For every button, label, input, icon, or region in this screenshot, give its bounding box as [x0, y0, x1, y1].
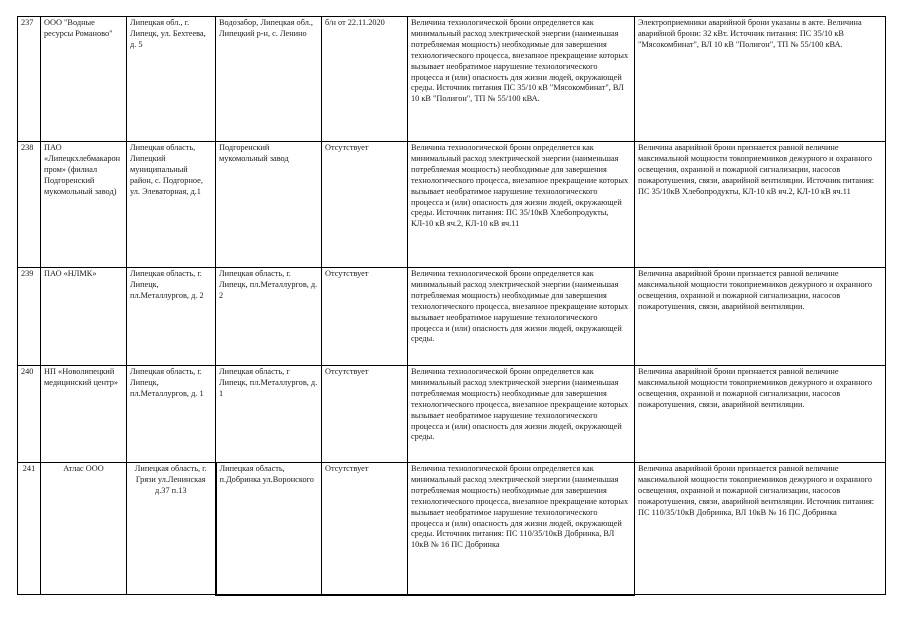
act-cell: Отсутствует — [322, 268, 408, 366]
address-cell: Липецкая область, г. Грязи ул.Ленинская д.37 п.13 — [127, 463, 216, 595]
object-cell: Липецкая область, г Липецк, пл.Металлургов, д. 1 — [216, 366, 322, 463]
table-row — [18, 268, 886, 366]
row-number: 237 — [18, 17, 41, 142]
organization-cell: ПАО «НЛМК» — [41, 268, 127, 366]
emergency-reserve-table — [17, 16, 886, 596]
row-number: 241 — [18, 463, 41, 595]
organization-cell: НП «Новолипецкий медицинский центр» — [41, 366, 127, 463]
object-cell: Липецкая область, г. Липецк, пл.Металлургов, д. 2 — [216, 268, 322, 366]
address-cell: Липецкая область, г. Липецк, пл.Металлургов, д. 2 — [127, 268, 216, 366]
act-cell: Отсутствует — [322, 463, 408, 595]
act-cell: б/н от 22.11.2020 — [322, 17, 408, 142]
table-row — [18, 142, 886, 268]
tech-reserve-cell: Величина технологической брони определяется как минимальный расход электрической энергии (наименьшая потребляемая мощность) необходимые для завершения технологического процесса, внезапное прекращение которых вызывает необратимое нарушение технологического процесса и (или) опасность для жизни людей, окружающей среды. Источник питания: ПС 35/10кВ Хлебопродукты, КЛ-10 кВ яч.2, КЛ-10 кВ яч.11 — [408, 142, 635, 268]
emergency-reserve-cell: Электроприемники аварийной брони указаны в акте. Величина аварийной брони: 32 кВт. Источник питания: ПС 35/10 кВ "Мясокомбинат", ВЛ 10 кВ "Полигон", ТП № 55/100 кВА. — [635, 17, 886, 142]
emergency-reserve-cell: Величина аварийной брони признается равной величине максимальной мощности токоприемников дежурного и охранного освещения, охранной и пожарной сигнализации, насосов пожаротушения, связи, аварийной вентиляции. — [635, 366, 886, 463]
act-cell: Отсутствует — [322, 366, 408, 463]
tech-reserve-cell: Величина технологической брони определяется как минимальный расход электрической энергии (наименьшая потребляемая мощность) необходимые для завершения технологического процесса, внезапное прекращение которых вызывает необратимое нарушение технологического процесса и (или) опасность для жизни людей, окружающей среды. Источник питания: ПС 110/35/10кВ Добринка, ВЛ 10кВ № 16 ПС Добринка — [408, 463, 635, 595]
organization-cell: Атлас ООО — [41, 463, 127, 595]
table-row — [18, 366, 886, 463]
emergency-reserve-cell: Величина аварийной брони признается равной величине максимальной мощности токоприемников дежурного и охранного освещения, охранной и пожарной сигнализации, насосов пожаротушения, связи, аварийной вентиляции. Источник питания: ПС 110/35/10кВ Добринка, ВЛ 10кВ № 16 ПС Добринка — [635, 463, 886, 595]
organization-cell: ООО "Водные ресурсы Романово" — [41, 17, 127, 142]
address-cell: Липецкая обл., г. Липецк, ул. Бехтеева, д. 5 — [127, 17, 216, 142]
organization-cell: ПАО «Липецкхлебмакаронпром» (филиал Подгоренский мукомольный завод) — [41, 142, 127, 268]
emergency-reserve-cell: Величина аварийной брони признается равной величине максимальной мощности токоприемников дежурного и охранного освещения, охранной и пожарной сигнализации, насосов пожаротушения, связи, аварийной вентиляции. Источник питания: ПС 35/10кВ Хлебопродукты, КЛ-10 кВ яч.2, КЛ-10 кВ яч.11 — [635, 142, 886, 268]
tech-reserve-cell: Величина технологической брони определяется как минимальный расход электрической энергии (наименьшая потребляемая мощность) необходимые для завершения технологического процесса, внезапное прекращение которых вызывает необратимое нарушение технологического процесса и (или) опасность для жизни людей, окружающей среды. — [408, 366, 635, 463]
object-cell: Водозабор, Липецкая обл., Липецкий р-н, с. Ленино — [216, 17, 322, 142]
object-cell: Липецкая область, п.Добринка ул.Воронского — [216, 463, 322, 595]
tech-reserve-cell: Величина технологической брони определяется как минимальный расход электрической энергии (наименьшая потребляемая мощность) необходимые для завершения технологического процесса, внезапное прекращение которых вызывает необратимое нарушение технологического процесса и (или) опасность для жизни людей, окружающей среды. — [408, 268, 635, 366]
tech-reserve-cell: Величина технологической брони определяется как минимальный расход электрической энергии (наименьшая потребляемая мощность) необходимые для завершения технологического процесса, внезапное прекращение которых вызывает необратимое нарушение технологического процесса и (или) опасность для жизни людей, окружающей среды. Источник питания ПС 35/10 кВ "Мясокомбинат", ВЛ 10 кВ "Полигон", ТП № 55/100 кВА. — [408, 17, 635, 142]
document-page — [17, 16, 886, 596]
table-row — [18, 17, 886, 142]
emergency-reserve-cell: Величина аварийной брони признается равной величине максимальной мощности токоприемников дежурного и охранного освещения, охранной и пожарной сигнализации, насосов пожаротушения, связи, аварийной вентиляции. — [635, 268, 886, 366]
row-number: 238 — [18, 142, 41, 268]
table-row — [18, 463, 886, 595]
act-cell: Отсутствует — [322, 142, 408, 268]
row-number: 240 — [18, 366, 41, 463]
object-cell: Подгоренский мукомольный завод — [216, 142, 322, 268]
address-cell: Липецкая область, Липецкий муниципальный район, с. Подгорное, ул. Элеваторная, д.1 — [127, 142, 216, 268]
address-cell: Липецкая область, г. Липецк, пл.Металлургов, д. 1 — [127, 366, 216, 463]
row-number: 239 — [18, 268, 41, 366]
